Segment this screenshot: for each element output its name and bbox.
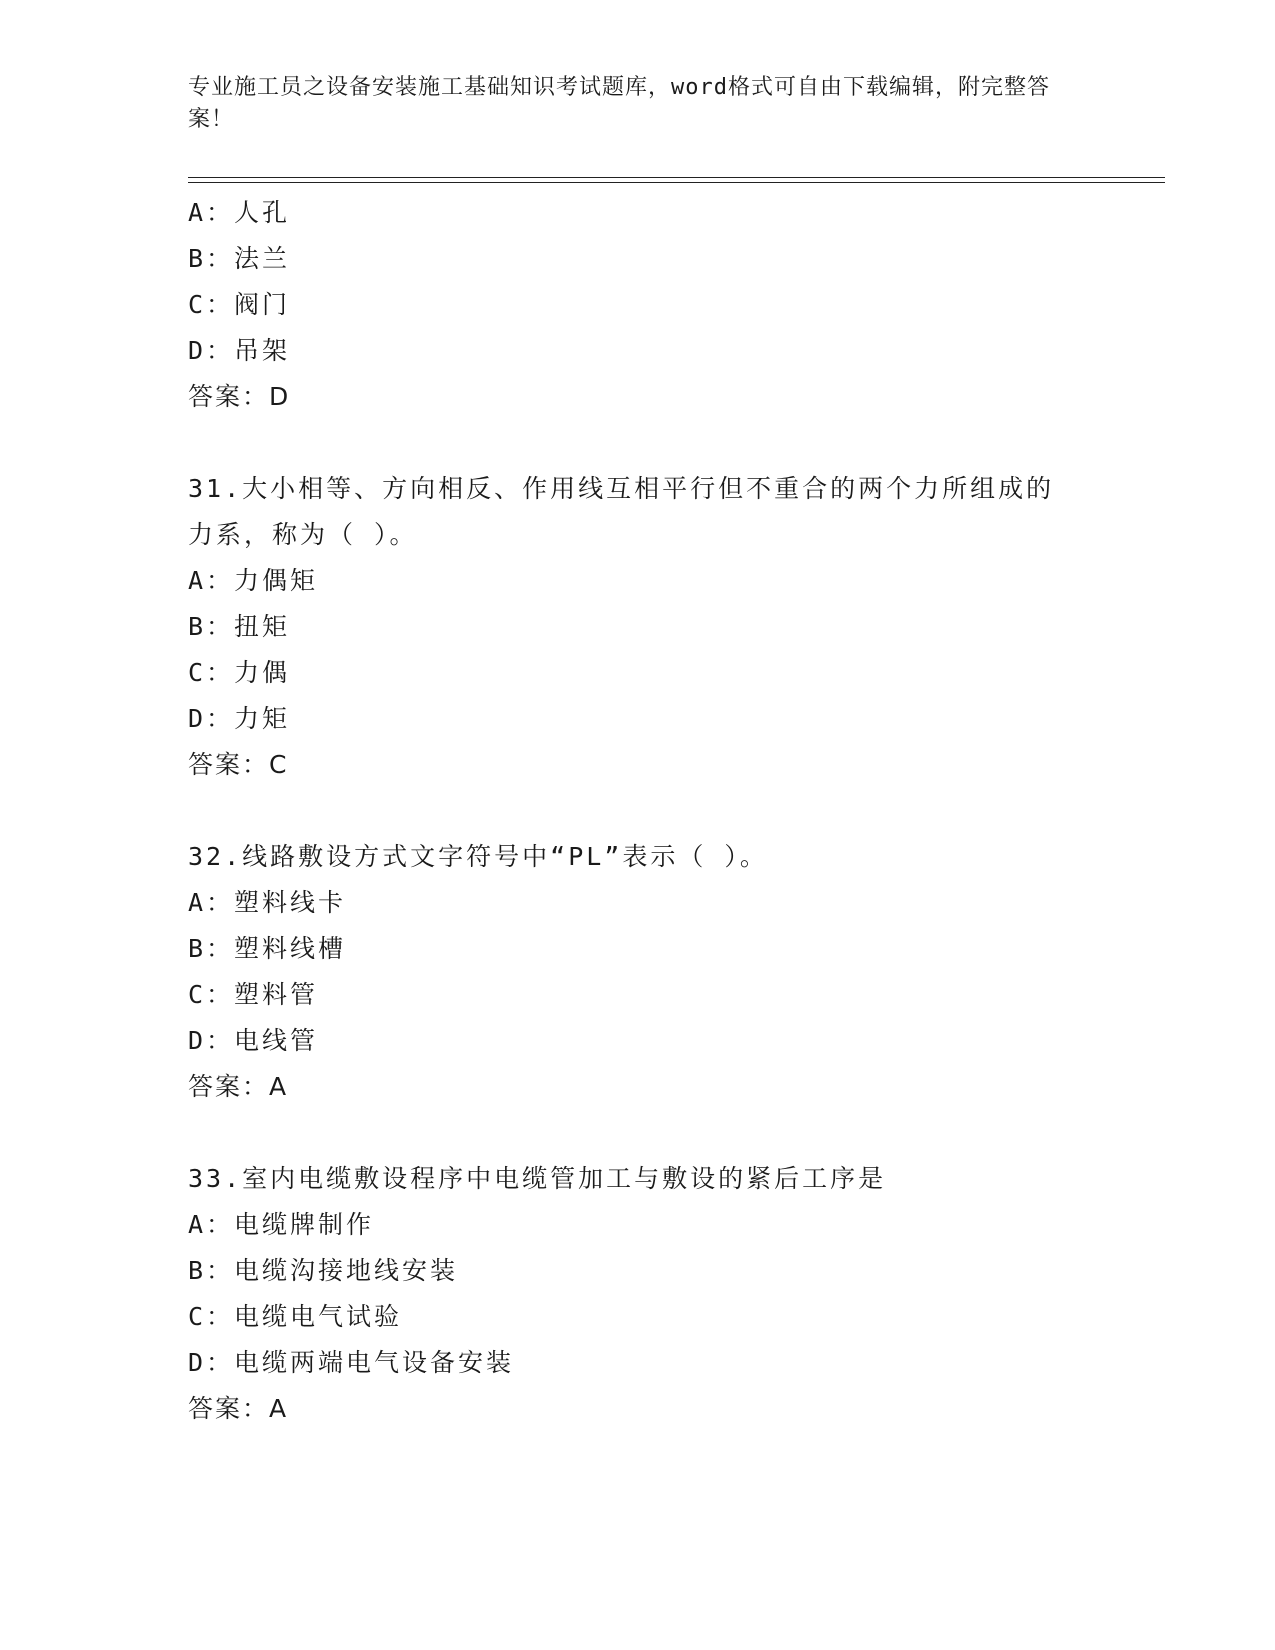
answer-line: 答案：D <box>188 382 291 411</box>
question-stem: 32.线路敷设方式文字符号中“PL”表示（ ）。 <box>188 842 768 871</box>
option-c: C：力偶 <box>188 658 291 687</box>
answer-line: 答案：A <box>188 1394 289 1423</box>
header-divider-top <box>188 177 1165 178</box>
option-a: A：力偶矩 <box>188 566 319 595</box>
option-a: A：电缆牌制作 <box>188 1210 375 1239</box>
question-list <box>188 190 1088 1432</box>
option-b: B：电缆沟接地线安装 <box>188 1256 459 1285</box>
question-stem: 31.大小相等、方向相反、作用线互相平行但不重合的两个力所组成的 <box>188 474 1055 503</box>
spacer <box>188 788 1088 834</box>
answer-line: 答案：C <box>188 750 289 779</box>
option-c: C：电缆电气试验 <box>188 1302 403 1331</box>
question-block-33 <box>188 1156 1088 1432</box>
option-a: A：塑料线卡 <box>188 888 347 917</box>
question-block-prev <box>188 190 1088 420</box>
option-b: B：塑料线槽 <box>188 934 347 963</box>
question-block-32 <box>188 834 1088 1110</box>
option-b: B：扭矩 <box>188 612 291 641</box>
option-d: D：吊架 <box>188 336 291 365</box>
option-d: D：电线管 <box>188 1026 319 1055</box>
option-a: A：人孔 <box>188 198 291 227</box>
question-stem-continued: 力系，称为（ ）。 <box>188 520 418 549</box>
option-c: C：阀门 <box>188 290 291 319</box>
option-d: D：电缆两端电气设备安装 <box>188 1348 515 1377</box>
spacer <box>188 1110 1088 1156</box>
header-text: 专业施工员之设备安装施工基础知识考试题库，word格式可自由下载编辑，附完整答案！ <box>188 75 1050 132</box>
option-c: C：塑料管 <box>188 980 319 1009</box>
document-header <box>188 72 1088 136</box>
header-divider-bottom <box>188 182 1165 183</box>
spacer <box>188 420 1088 466</box>
option-d: D：力矩 <box>188 704 291 733</box>
option-b: B：法兰 <box>188 244 291 273</box>
question-block-31 <box>188 466 1088 788</box>
answer-line: 答案：A <box>188 1072 289 1101</box>
question-stem: 33.室内电缆敷设程序中电缆管加工与敷设的紧后工序是 <box>188 1164 887 1193</box>
